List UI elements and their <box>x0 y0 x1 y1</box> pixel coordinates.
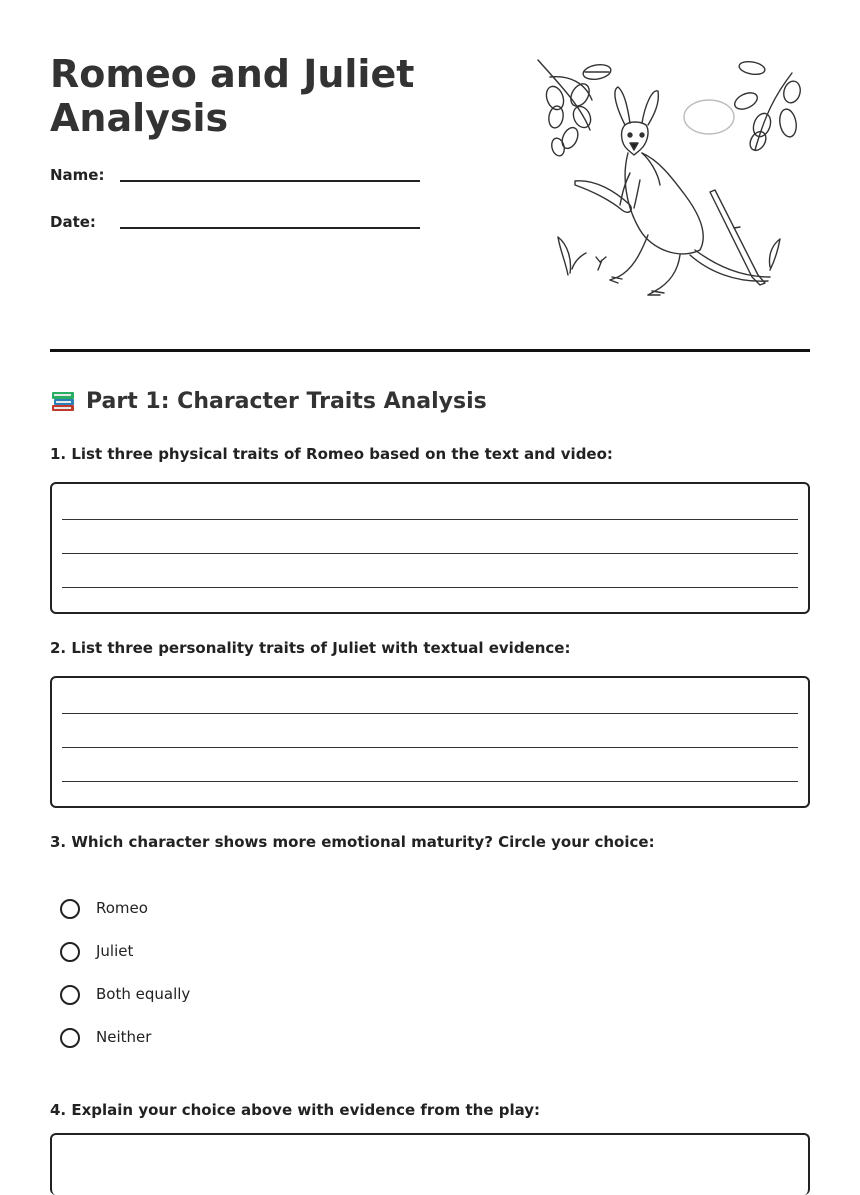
choice-label: Juliet <box>96 942 134 960</box>
choice-both-equally[interactable] <box>60 982 190 1025</box>
worksheet-title <box>50 52 470 140</box>
question-4: 4. Explain your choice above with evidence from the play: <box>50 1101 541 1119</box>
title-line-1: Romeo and Juliet <box>50 52 415 96</box>
name-label: Name: <box>50 166 105 184</box>
header-divider <box>50 349 810 352</box>
question-3: 3. Which character shows more emotional maturity? Circle your choice: <box>50 833 655 851</box>
choice-label: Both equally <box>96 985 191 1003</box>
title-line-2: Analysis <box>50 96 229 140</box>
date-label: Date: <box>50 213 96 231</box>
answer-line <box>62 519 798 520</box>
radio-circle[interactable] <box>60 985 80 1005</box>
choice-juliet[interactable] <box>60 939 190 982</box>
date-field-row <box>50 213 420 243</box>
answer-box-2[interactable] <box>50 676 810 808</box>
question-1: 1. List three physical traits of Romeo based on the text and video: <box>50 445 613 463</box>
choice-romeo[interactable] <box>60 896 190 939</box>
name-line[interactable] <box>120 180 420 182</box>
radio-circle[interactable] <box>60 1028 80 1048</box>
answer-line <box>62 713 798 714</box>
kangaroo-illustration <box>530 55 810 305</box>
radio-circle[interactable] <box>60 899 80 919</box>
books-icon <box>50 388 76 414</box>
answer-line <box>62 781 798 782</box>
answer-line <box>62 587 798 588</box>
choice-list <box>60 896 190 1068</box>
answer-box-1[interactable] <box>50 482 810 614</box>
answer-line <box>62 553 798 554</box>
question-2: 2. List three personality traits of Juliet with textual evidence: <box>50 639 571 657</box>
answer-box-4[interactable] <box>50 1133 810 1195</box>
choice-label: Romeo <box>96 899 148 917</box>
choice-neither[interactable] <box>60 1025 190 1068</box>
part1-heading <box>50 388 487 414</box>
answer-line <box>62 747 798 748</box>
radio-circle[interactable] <box>60 942 80 962</box>
name-field-row <box>50 166 420 196</box>
choice-label: Neither <box>96 1028 152 1046</box>
date-line[interactable] <box>120 227 420 229</box>
part1-title: Part 1: Character Traits Analysis <box>86 388 487 414</box>
